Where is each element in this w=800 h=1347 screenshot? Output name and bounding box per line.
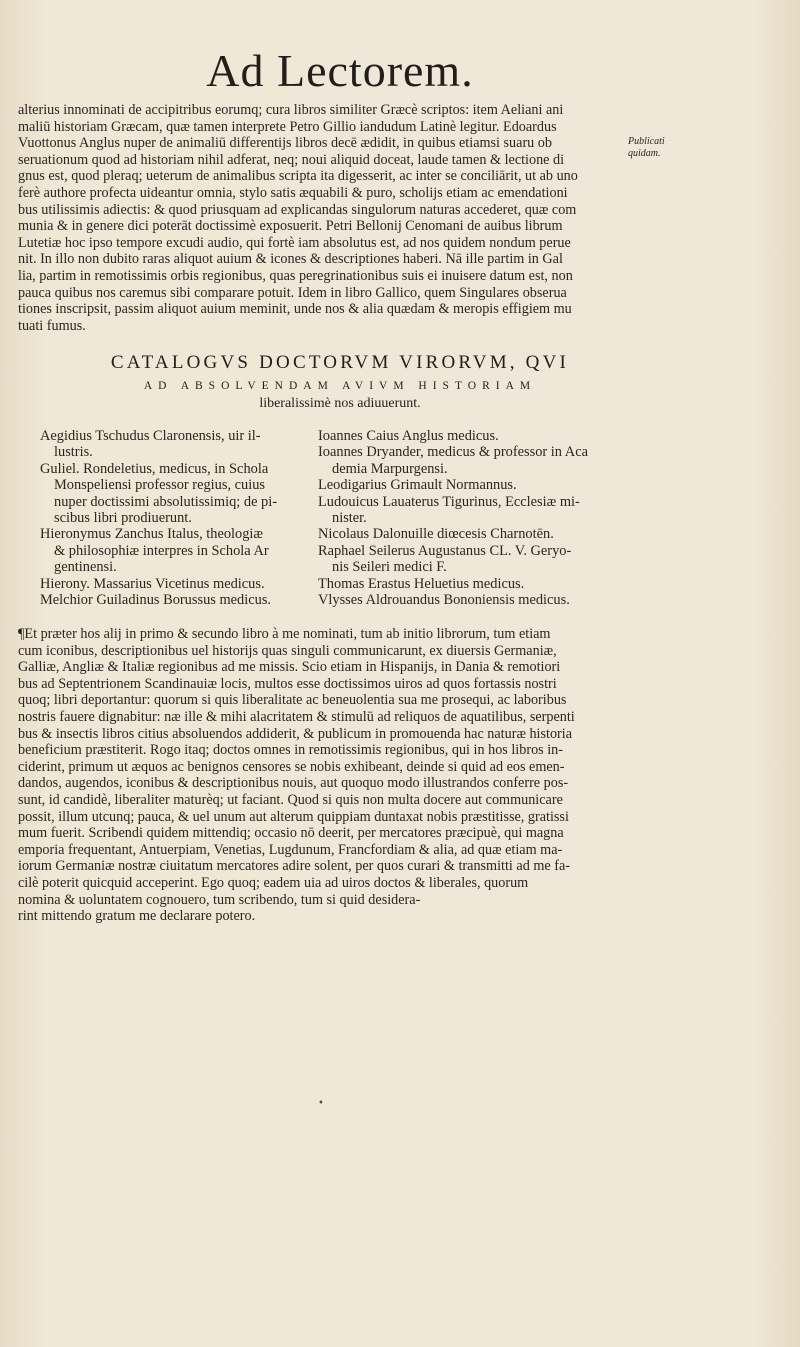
text-line: gnus est, quod pleraq; ueterum de animalibus scripta ita digesserit, ac inter se conciliārit, ut ab uno — [18, 168, 578, 185]
catalog-entry — [318, 543, 608, 576]
catalog-entry — [318, 428, 608, 444]
text-line: quoq; libri deportantur: quorum si quis liberalitate ac beneuolentia sua me prosequi, ac laboribus — [18, 692, 567, 709]
text-line: nostris fauere dignabitur: næ ille & mihi alacritatem & stimulū ad reliquos de aquatilibus, serpenti — [18, 708, 575, 725]
catalog-entry — [318, 477, 608, 493]
text-line: rint mittendo gratum me declarare potero. — [18, 908, 256, 925]
text-line: tiones inscripsit, passim aliquot auium meminit, unde nos & alia quædam & meropis effigiem mu — [18, 301, 572, 318]
text-line: nit. In illo non dubito raras aliquot auium & icones & descriptiones haberi. Nā ille partim in Gal — [18, 251, 563, 268]
catalog-entry-line: Leodigarius Grimault Normannus. — [318, 477, 517, 494]
catalog-entry-line: demia Marpurgensi. — [332, 460, 448, 477]
catalog-entry-line: Hieronymus Zanchus Italus, theologiæ — [40, 526, 264, 543]
catalog-entry-line: Ioannes Caius Anglus medicus. — [318, 428, 499, 444]
intro-paragraph — [18, 102, 622, 334]
text-line: ferè authore profecta uideantur omnia, stylo satis æquabili & puro, scholijs etiam ac emendationi — [18, 184, 568, 201]
margin-note: Publicati quidam. — [628, 136, 665, 159]
text-line: cum iconibus, descriptionibus uel historijs quas singuli communicarunt, ex diuersis Germaniæ, — [18, 642, 557, 659]
catalog-entry — [318, 526, 608, 542]
text-line: sunt, id candidè, liberaliter maturèq; ut faciant. Quod si quis non multa docere aut communicare — [18, 791, 563, 808]
catalog-entry-line: scibus libri prodiuerunt. — [54, 510, 192, 527]
catalog-entry-line: Vlysses Aldrouandus Bononiensis medicus. — [318, 592, 570, 609]
catalog-entry-line: gentinensi. — [54, 559, 117, 576]
catalog-entry-line: Hierony. Massarius Vicetinus medicus. — [40, 575, 265, 592]
text-line: Lutetiæ hoc ipso tempore excudi audio, qui fortè iam absolutus est, ad nos quidem nondum perue — [18, 234, 571, 251]
text-line: beneficium præstiterit. Rogo itaq; doctos omnes in remotissimis regionibus, qui in hos libros in- — [18, 742, 563, 759]
catalog-entry — [40, 526, 330, 575]
catalog-heading: CATALOGVS DOCTORVM VIRORVM, QVI — [110, 352, 570, 373]
catalog-entry — [40, 428, 330, 461]
text-line: dandos, augendos, iconibus & descriptionibus nouis, aut quoquo modo illustrandos conferre pos- — [18, 775, 569, 792]
catalog-entry-line: Ioannes Dryander, medicus & professor in Aca — [318, 444, 588, 461]
text-line: ¶Et præter hos alij in primo & secundo libro à me nominati, tum ab initio librorum, tum etiam — [18, 626, 551, 642]
ink-mark-icon: • — [318, 1098, 324, 1109]
catalog-entry-line: Monspeliensi professor regius, cuius — [54, 477, 266, 494]
catalog-entry-line: Raphael Seilerus Augustanus CL. V. Geryo- — [318, 542, 572, 559]
text-line: tuati fumus. — [18, 317, 86, 334]
text-line: nomina & uoluntatem cognouero, tum scribendo, tum si quid desidera- — [18, 891, 421, 908]
catalog-entry-line: Nicolaus Dalonuille diœcesis Charnotēn. — [318, 526, 554, 543]
text-line: bus ad Septentrionem Scandinauiæ locis, multos esse doctissimos uiros ad quos fortassis nostri — [18, 675, 557, 692]
catalog-entry-line: Thomas Erastus Heluetius medicus. — [318, 575, 525, 592]
catalog-entry-line: Ludouicus Lauaterus Tigurinus, Ecclesiæ mi- — [318, 493, 580, 510]
catalog-entry — [40, 592, 330, 608]
text-line: pauca quibus nos caremus sibi comparare potuit. Idem in libro Gallico, quem Singulares obserua — [18, 284, 567, 301]
text-line: maliū historiam Græcam, quæ tamen interprete Petro Gillio iandudum Latinè legitur. Edoardus — [18, 118, 557, 135]
text-line: munia & in genere dici poterāt doctissimè exposuerit. Petri Bellonij Cenomani de auibus librum — [18, 218, 563, 235]
catalog-entry-line: & philosophiæ interpres in Schola Ar — [54, 542, 269, 559]
text-line: lia, partim in remotissimis orbis regionibus, quas peregrinationibus suis ei inuisere datum est, non — [18, 267, 573, 284]
text-line: Vuottonus Anglus nuper de animaliū differentijs libros decē ædidit, in quibus etiamsi suaru ob — [18, 135, 552, 152]
text-line: alterius innominati de accipitribus eorumq; cura libros similiter Græcè scriptos: item Aeliani ani — [18, 102, 564, 118]
text-line: ciderint, primum ut æquos ac benignos censores se nobis exhibeant, deinde si quid ad eos emen- — [18, 758, 565, 775]
text-line: Galliæ, Angliæ & Italiæ regionibus ad me missis. Scio etiam in Hispanijs, in Dania & remotiori — [18, 659, 561, 676]
catalog-entry-line: nuper doctissimi absolutissimiq; de pi- — [54, 493, 278, 510]
text-line: cilè poterit quicquid acceperint. Ego quoq; eadem uia ad uiros doctos & liberales, quorum — [18, 874, 529, 891]
catalog-entry-line: Aegidius Tschudus Claronensis, uir il- — [40, 428, 261, 444]
catalog-entry — [318, 494, 608, 527]
catalog-entry-line: lustris. — [54, 444, 93, 461]
catalog-subheading-2: liberalissimè nos adiuuerunt. — [259, 396, 421, 411]
page-title: Ad Lectorem. — [206, 45, 474, 96]
closing-paragraph — [18, 626, 622, 925]
catalog-entry-line: Melchior Guiladinus Borussus medicus. — [40, 592, 272, 609]
text-line: seruationum quod ad historiam nihil adferat, neq; noui aliquid doceat, laude tamen & lectione di — [18, 151, 565, 168]
text-line: iorum Germaniæ nostræ ciuitatum mercatores adire solent, per quos curari & transmitti ad me fa- — [18, 858, 570, 875]
catalog-entry-line: Guliel. Rondeletius, medicus, in Schola — [40, 460, 269, 477]
text-line: possit, illum utcunq; pauca, & uel unum aut alterum quippiam duntaxat nobis præstitisse, gratissi — [18, 808, 569, 825]
catalog-right-column — [318, 428, 608, 608]
catalog-subheading: AD ABSOLVENDAM AVIVM HISTORIAM — [143, 380, 537, 392]
text-line: bus & insectis libros citius absoluendos addiderit, & publicum in promouenda hac naturæ historia — [18, 725, 573, 742]
catalog-entry — [40, 576, 330, 592]
catalog-entry-line: nis Seileri medici F. — [332, 559, 447, 576]
catalog-entry — [318, 592, 608, 608]
text-line: mum fuerit. Scribendi quidem mittendiq; occasio nō deerit, per mercatores præcipuè, qui magna — [18, 825, 564, 842]
catalog-left-column — [40, 428, 330, 608]
catalog-entry — [318, 576, 608, 592]
catalog-entry — [40, 461, 330, 527]
catalog-entry — [318, 444, 608, 477]
catalog-entry-line: nister. — [332, 510, 367, 527]
text-line: bus utilissimis adiectis: & quod priusquam ad explicandas singulorum naturas accederet, quæ com — [18, 201, 577, 218]
text-line: emporia frequentant, Antuerpiam, Venetias, Lugdunum, Francfordiam & alia, ad quæ etiam ma- — [18, 841, 563, 858]
